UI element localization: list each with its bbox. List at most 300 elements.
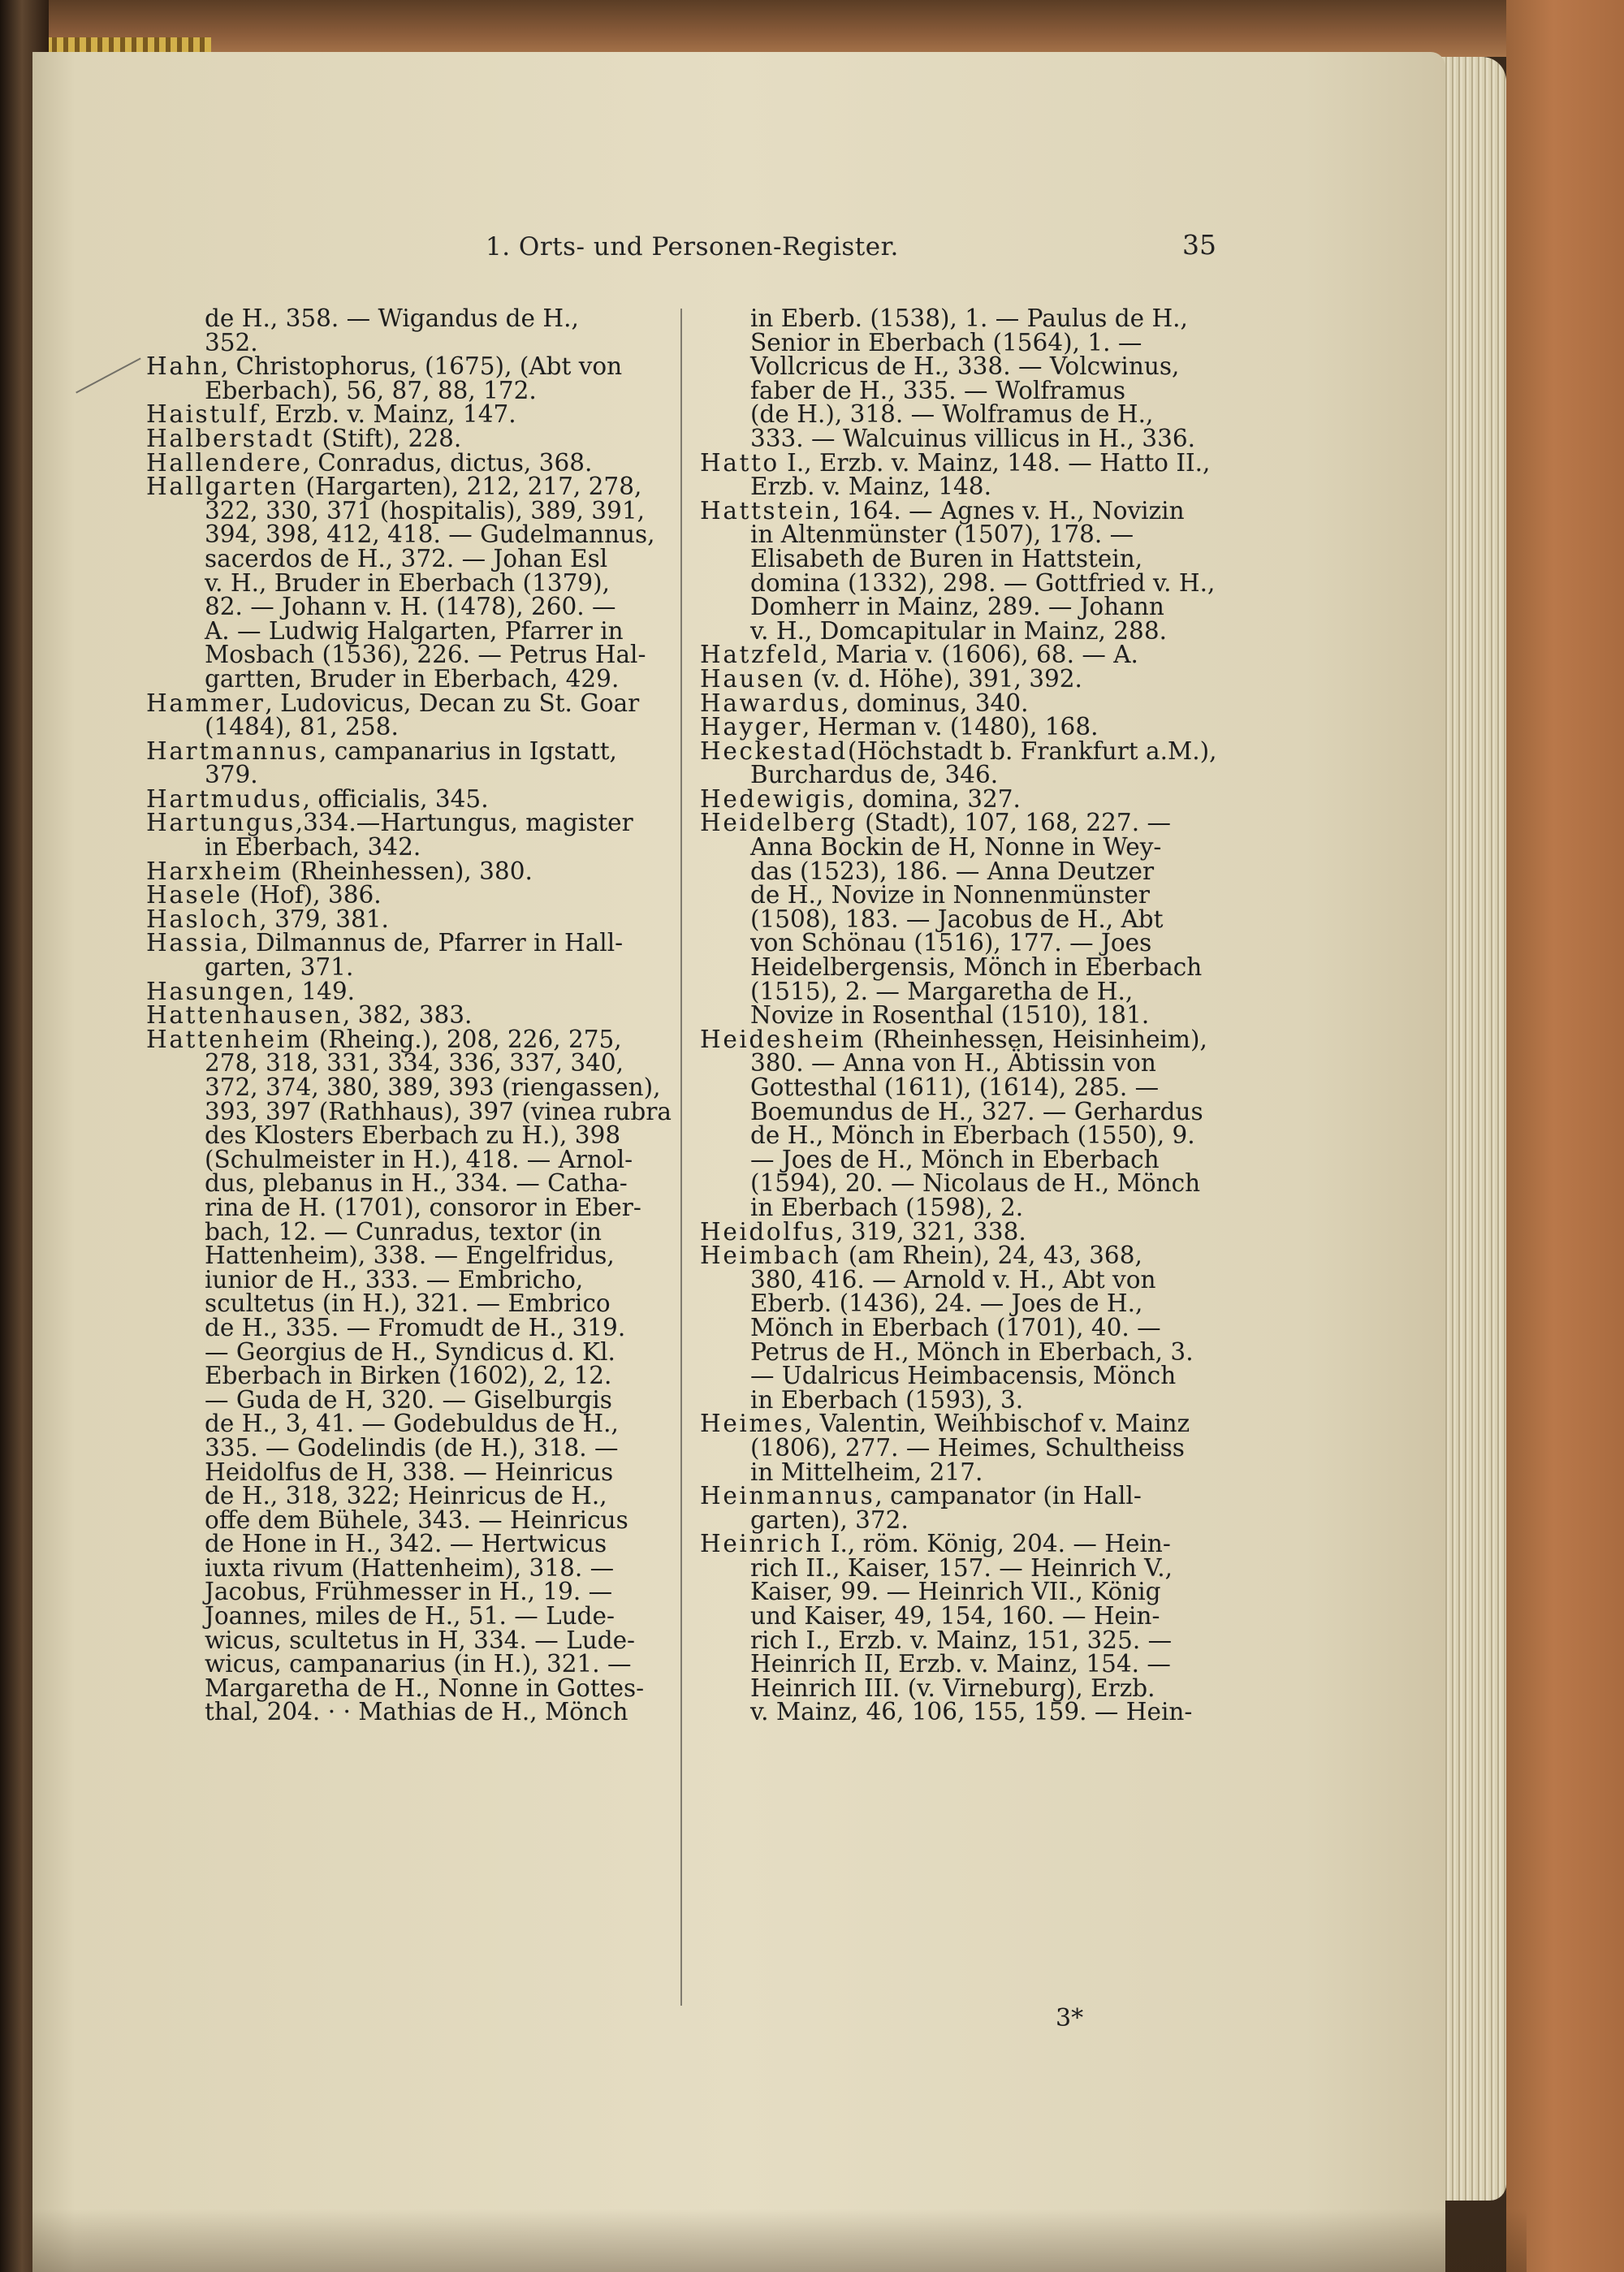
headword: Hasele [146,881,243,909]
entry-text: (Rheinhessen, Heisinheim), [865,1025,1207,1053]
entry-text: Eberbach), 56, 87, 88, 172. [205,376,537,404]
entry-line [146,616,662,645]
entry-line [146,1145,662,1173]
entry-line [146,905,662,933]
entry-text: de H., Novize in Nonnenmünster [750,881,1150,909]
book-top-edge [0,0,1624,57]
entry-line [700,1602,1213,1631]
entry-line [700,857,1213,885]
entry-text: , Herman v. (1480), 168. [802,713,1099,741]
headword: Heinrich [700,1530,823,1558]
entry-text: faber de H., 335. — Wolframus [750,376,1126,404]
entry-line [700,1244,1213,1268]
entry-text: Domherr in Mainz, 289. — Johann [750,593,1164,621]
entry-text: in Eberbach (1598), 2. [750,1193,1024,1221]
entry-line [700,833,1213,862]
entry-line [700,1364,1213,1389]
entry-text: — Guda de H, 320. — Giselburgis [205,1385,612,1414]
index-entry [146,448,662,477]
entry-text: das (1523), 186. — Anna Deutzer [750,857,1155,885]
entry-line [700,1700,1213,1725]
entry-line [146,1364,662,1389]
entry-text: Eberb. (1436), 24. — Joes de H., [750,1289,1143,1318]
entry-line [700,664,1213,693]
entry-line [700,568,1216,597]
entry-text: von Schönau (1516), 177. — Joes [750,929,1152,957]
headword: Heidesheim [700,1025,866,1053]
index-entry [700,448,1213,501]
entry-line [146,857,662,885]
headword: Halberstadt [146,424,315,452]
headword: Hawardus [700,689,842,717]
entry-text: , Christophorus, (1675), (Abt von [220,352,623,381]
entry-text: Eberbach in Birken (1602), 2, 12. [205,1362,612,1390]
index-entry [146,857,662,885]
entry-line [700,1580,1213,1605]
page-bottom-shadow [32,2209,1527,2272]
entry-text: 379. [205,761,258,789]
entry-line [146,520,662,549]
entry-line [146,1169,662,1198]
entry-line [146,715,662,740]
entry-text: des Klosters Eberbach zu H.), 398 [205,1121,621,1150]
index-entry [700,1412,1213,1484]
entry-text: (Höchstadt b. Frankfurt a.M.), [847,736,1217,765]
entry-line [146,1652,662,1677]
column-divider [680,309,682,2006]
entry-line [700,1265,1213,1294]
index-entry [146,929,662,982]
entry-text: garten), 372. [750,1505,909,1534]
entry-text: 393, 397 (Rathhaus), 397 (vinea rubra [205,1097,672,1125]
book-cover-edge [1506,0,1624,2272]
entry-line [146,1553,662,1582]
headword: Harxheim [146,857,283,885]
entry-text: Boemundus de H., 327. — Gerhardus [750,1097,1203,1125]
entry-line [700,424,1213,452]
entry-text: , 379, 381. [259,905,389,933]
entry-line [700,1626,1213,1654]
index-entry [700,809,1213,1030]
headword: Heimes [700,1410,805,1438]
entry-text: , Conradus, dictus, 368. [302,448,593,477]
entry-line [146,763,662,788]
entry-line [700,931,1213,956]
entry-text: Jacobus, Frühmesser in H., 19. — [205,1578,613,1606]
entry-line [700,715,1213,740]
entry-text: — Joes de H., Mönch in Eberbach [750,1145,1160,1173]
headword: Hallendere [146,448,303,477]
index-entry [146,809,662,862]
entry-line [700,1674,1213,1702]
entry-text: gartten, Bruder in Eberbach, 429. [205,664,620,693]
entry-line [700,448,1213,477]
entry-line [700,883,1213,908]
entry-text: in Eberbach, 342. [205,833,421,862]
entry-line [700,544,1213,572]
entry-line [146,1484,662,1509]
entry-line [700,1193,1213,1221]
entry-line [146,1193,662,1221]
entry-text: 322, 330, 371 (hospitalis), 389, 391, [205,496,645,525]
entry-text: in Altenmünster (1507), 178. — [750,520,1134,549]
index-entry [700,1244,1213,1412]
entry-line [146,1244,662,1268]
entry-text: Gottesthal (1611), (1614), 285. — [750,1073,1160,1101]
entry-line [700,376,1213,404]
headword: Hausen [700,664,806,693]
entry-line [146,376,662,404]
entry-line [146,1626,662,1654]
entry-text: (Schulmeister in H.), 418. — Arnol- [205,1145,633,1173]
entry-text: , Valentin, Weihbischof v. Mainz [804,1410,1190,1438]
entry-line [700,352,1213,381]
entry-line [146,1412,662,1436]
entry-text: garten, 371. [205,953,354,982]
entry-line [146,328,662,356]
entry-text: Margaretha de H., Nonne in Gottes- [205,1674,645,1702]
entry-text: (1594), 20. — Nicolaus de H., Mönch [750,1169,1201,1198]
entry-text: in Mittelheim, 217. [750,1458,983,1486]
headword: Hatzfeld [700,641,821,669]
entry-line [700,784,1213,813]
entry-text: thal, 204. · · Mathias de H., Mönch [205,1698,628,1726]
entry-text: Elisabeth de Buren in Hattstein, [750,544,1143,572]
entry-text: , dominus, 340. [841,689,1029,717]
entry-text: Petrus de H., Mönch in Eberbach, 3. [750,1337,1194,1366]
entry-line [700,1484,1213,1509]
entry-line [700,1433,1213,1462]
entry-text: iunior de H., 333. — Embricho, [205,1265,584,1294]
entry-line [146,784,662,813]
index-entry [700,1484,1213,1532]
entry-text: , Dilmannus de, Pfarrer in Hall- [240,929,624,957]
entry-line [146,833,662,862]
headword: Hartmudus [146,784,303,813]
entry-text: Mosbach (1536), 226. — Petrus Hal- [205,641,646,669]
entry-line [700,328,1213,356]
index-entry [700,496,1216,645]
index-entry [700,643,1213,667]
entry-text: (Hof), 386. [242,881,382,909]
entry-line [700,1652,1213,1677]
index-entry [700,689,1213,717]
index-entry [700,784,1213,813]
headword: Hattenheim [146,1025,312,1053]
entry-text: Heidelbergensis, Mönch in Eberbach [750,953,1203,982]
index-entry [146,977,662,1005]
headword: Hahn [146,352,221,381]
entry-line [700,400,1213,429]
entry-text: , Erzb. v. Mainz, 147. [259,400,516,429]
entry-line [146,544,662,572]
entry-line [700,977,1213,1005]
entry-line [700,595,1213,620]
entry-text: I., Erzb. v. Mainz, 148. — Hatto II., [779,448,1211,477]
headword: Hedewigis [700,784,848,813]
entry-line [146,568,662,597]
entry-text: Heinrich III. (v. Virneburg), Erzb. [750,1674,1155,1702]
index-entry [146,883,662,908]
entry-line [146,664,662,693]
index-entry [700,664,1213,693]
headword: Haistulf [146,400,260,429]
index-entry [146,689,662,741]
entry-line [700,475,1213,499]
entry-text: de H., 358. — Wigandus de H., [205,305,579,332]
entry-text: (1484), 81, 258. [205,713,399,741]
entry-line [700,643,1213,667]
index-entry [700,1217,1213,1246]
entry-line [700,1289,1213,1318]
entry-line [700,1001,1213,1030]
entry-line [700,1385,1213,1414]
headword: Heimbach [700,1242,841,1270]
entry-line [146,352,662,381]
entry-line [700,736,1217,765]
entry-line [700,1458,1213,1486]
entry-text: (Stift), 228. [314,424,462,452]
index-entry [146,475,662,691]
entry-line [146,1001,662,1030]
entry-text: , Maria v. (1606), 68. — A. [820,641,1138,669]
entry-text: v. Mainz, 46, 106, 155, 159. — Hein- [750,1698,1193,1726]
entry-text: rich II., Kaiser, 157. — Heinrich V., [750,1553,1173,1582]
entry-text: Mönch in Eberbach (1701), 40. — [750,1313,1161,1341]
entry-line [146,400,662,429]
headword: Heckestad [700,736,848,765]
entry-line [146,1674,662,1702]
entry-line [146,424,662,452]
entry-text: de H., 3, 41. — Godebuldus de H., [205,1410,619,1438]
entry-text: in Eberb. (1538), 1. — Paulus de H., [750,305,1188,332]
entry-line [146,595,662,620]
entry-line [700,763,1213,788]
entry-line [700,1532,1213,1557]
entry-text: sacerdos de H., 372. — Johan Esl [205,544,608,572]
entry-text: , 149. [286,977,356,1005]
entry-line [146,448,662,477]
entry-text: , 382, 383. [342,1001,473,1030]
entry-line [700,496,1213,525]
index-entry [146,424,662,452]
entry-text: Joannes, miles de H., 51. — Lude- [205,1602,615,1631]
entry-text: (Hargarten), 212, 217, 278, [298,473,642,501]
entry-line [700,1337,1213,1366]
entry-line [146,1049,662,1078]
entry-text: , Ludovicus, Decan zu St. Goar [265,689,640,717]
entry-text: A. — Ludwig Halgarten, Pfarrer in [205,616,624,645]
page-number: 35 [1182,229,1216,261]
index-entry [146,905,662,933]
entry-line [146,689,662,717]
headword: Hasloch [146,905,260,933]
entry-line [700,1169,1213,1198]
entry-text: iuxta rivum (Hattenheim), 318. — [205,1553,615,1582]
entry-line [700,1553,1213,1582]
entry-text: scultetus (in H.), 321. — Embrico [205,1289,611,1318]
entry-text: wicus, campanarius (in H.), 321. — [205,1650,632,1678]
index-entry [700,736,1217,789]
entry-line [146,736,662,765]
entry-text: Erzb. v. Mainz, 148. [750,473,991,501]
headword: Hattenhausen [146,1001,343,1030]
entry-line [146,1265,662,1294]
entry-line [700,1412,1213,1436]
entry-text: de Hone in H., 342. — Hertwicus [205,1530,607,1558]
signature-mark: 3* [1056,2004,1084,2032]
entry-line [146,1602,662,1631]
headword: Hassia [146,929,241,957]
entry-text: — Udalricus Heimbacensis, Mönch [750,1362,1177,1390]
index-entry [700,715,1213,740]
entry-line [700,953,1213,982]
entry-line [700,905,1213,933]
headword: Heidolfus [700,1217,836,1246]
index-entry [700,307,1213,451]
entry-line [146,1121,662,1150]
headword: Heidelberg [700,809,857,837]
entry-text: ,334.—Hartungus, magister [295,809,633,837]
entry-line [146,1433,662,1462]
headword: Hattstein [700,496,833,525]
entry-line [700,1217,1213,1246]
entry-text: , officialis, 345. [302,784,489,813]
entry-text: 335. — Godelindis (de H.), 318. — [205,1433,619,1462]
entry-text: rich I., Erzb. v. Mainz, 151, 325. — [750,1626,1173,1654]
left-column [146,305,672,1726]
entry-text: (Stadt), 107, 168, 227. — [857,809,1171,837]
entry-text: 278, 318, 331, 334, 336, 337, 340, [205,1049,624,1078]
entry-text: Kaiser, 99. — Heinrich VII., König [750,1578,1161,1606]
entry-text: Burchardus de, 346. [750,761,999,789]
entry-line [146,1313,662,1341]
entry-text: de H., 318, 322; Heinricus de H., [205,1482,607,1510]
entry-text: , campanator (in Hall- [875,1482,1142,1510]
entry-text: , 319, 321, 338. [836,1217,1026,1246]
entry-line [146,1025,662,1053]
entry-text: 372, 374, 380, 389, 393 (riengassen), [205,1073,661,1101]
entry-line [146,1385,662,1414]
headword: Heinmannus [700,1482,875,1510]
entry-line [146,883,662,908]
entry-text: 394, 398, 412, 418. — Gudelmannus, [205,520,655,549]
entry-text: offe dem Bühele, 343. — Heinricus [205,1505,628,1534]
entry-line [146,811,662,836]
entry-text: Anna Bockin de H, Nonne in Wey- [750,833,1162,862]
entry-line [700,1025,1213,1053]
entry-text: v. H., Domcapitular in Mainz, 288. [750,616,1167,645]
entry-text: de H., Mönch in Eberbach (1550), 9. [750,1121,1195,1150]
index-entry [146,400,662,429]
entry-text: (v. d. Höhe), 391, 392. [805,664,1082,693]
entry-text: (am Rhein), 24, 43, 368, [840,1242,1142,1270]
entry-text: und Kaiser, 49, 154, 160. — Hein- [750,1602,1160,1631]
headword: Hasungen [146,977,287,1005]
entry-line [700,307,1213,331]
entry-text: , campanarius in Igstatt, [318,736,617,765]
entry-text: (1508), 183. — Jacobus de H., Abt [750,905,1164,933]
headword: Hallgarten [146,473,299,501]
entry-line [146,1532,662,1557]
entry-text: (1806), 277. — Heimes, Schultheiss [750,1433,1185,1462]
entry-line [146,1073,662,1101]
headword: Hayger [700,713,803,741]
entry-line [700,1073,1213,1101]
entry-text: Novize in Rosenthal (1510), 181. [750,1001,1150,1030]
entry-line [146,1700,662,1725]
entry-text: de H., 335. — Fromudt de H., 319. [205,1313,626,1341]
headword: Hartmannus [146,736,319,765]
entry-text: domina (1332), 298. — Gottfried v. H., [750,568,1216,597]
index-entry [146,352,662,404]
index-entry [146,784,662,813]
entry-text: Heidolfus de H, 338. — Heinricus [205,1458,614,1486]
entry-text: Heinrich II, Erzb. v. Mainz, 154. — [750,1650,1171,1678]
entry-text: , 164. — Agnes v. H., Novizin [832,496,1185,525]
entry-line [700,1097,1213,1125]
right-column [700,305,1217,1726]
headword: Hammer [146,689,266,717]
entry-text: (de H.), 318. — Wolframus de H., [750,400,1154,429]
entry-line [700,616,1213,645]
entry-text: 333. — Walcuinus villicus in H., 336. [750,424,1195,452]
entry-line [146,1580,662,1605]
entry-line [700,520,1213,549]
entry-text: (Rheing.), 208, 226, 275, [311,1025,622,1053]
index-entry [146,1001,662,1030]
entry-line [700,1505,1213,1534]
entry-text: Vollcricus de H., 338. — Volcwinus, [750,352,1180,381]
entry-text: Senior in Eberbach (1564), 1. — [750,328,1142,356]
index-entry [700,1025,1213,1221]
entry-text: dus, plebanus in H., 334. — Catha- [205,1169,628,1198]
entry-text: v. H., Bruder in Eberbach (1379), [205,568,611,597]
entry-text: bach, 12. — Cunradus, textor (in [205,1217,602,1246]
running-header [0,229,1624,273]
entry-line [146,1505,662,1534]
entry-line [146,1289,662,1318]
index-entry [146,307,662,355]
entry-text: I., röm. König, 204. — Hein- [823,1530,1171,1558]
entry-line [700,689,1213,717]
index-entry [700,1532,1213,1725]
entry-line [146,496,662,525]
header-title: 1. Orts- und Personen-Register. [486,232,899,261]
entry-line [700,1121,1213,1150]
entry-text: 380. — Anna von H., Äbtissin von [750,1049,1156,1078]
entry-text: 82. — Johann v. H. (1478), 260. — [205,593,616,621]
entry-text: (1515), 2. — Margaretha de H., [750,977,1134,1005]
entry-text: 352. [205,328,258,356]
headword: Hatto [700,448,780,477]
entry-line [700,1313,1213,1341]
entry-text: in Eberbach (1593), 3. [750,1385,1024,1414]
entry-text: (Rheinhessen), 380. [283,857,533,885]
entry-line [146,977,662,1005]
entry-line [146,643,662,667]
entry-text: , domina, 327. [847,784,1021,813]
entry-line [700,811,1213,836]
entry-text: rina de H. (1701), consoror in Eber- [205,1193,641,1221]
entry-line [146,1337,662,1366]
entry-line [146,953,662,982]
index-entry [146,736,662,789]
entry-text: wicus, scultetus in H, 334. — Lude- [205,1626,636,1654]
entry-line [700,1049,1213,1078]
entry-line [146,931,662,956]
entry-line [146,307,662,331]
